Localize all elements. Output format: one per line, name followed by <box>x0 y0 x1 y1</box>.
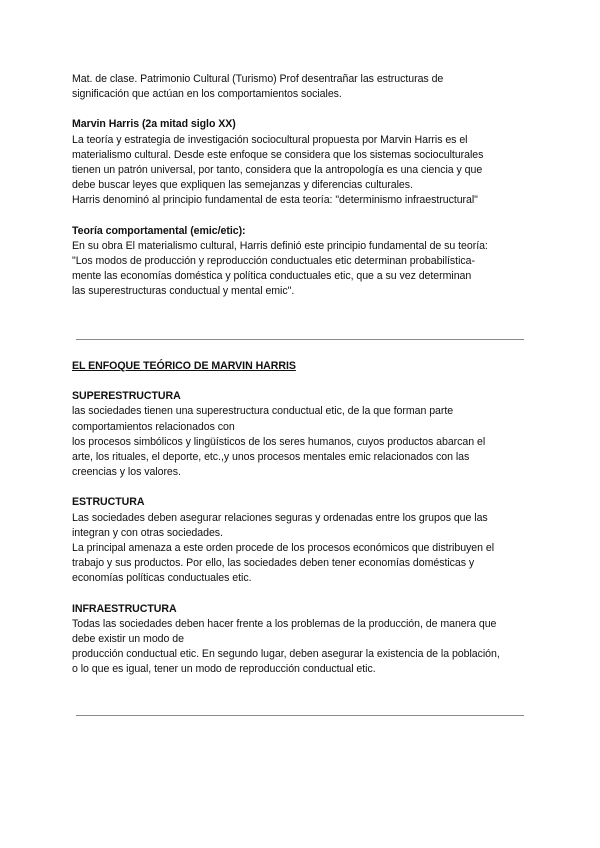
superestructura-line: creencias y los valores. <box>72 466 181 479</box>
document-page <box>72 72 532 300</box>
harris-heading: Marvin Harris (2a mitad siglo XX) <box>72 118 236 131</box>
estructura-line: integran y con otras sociedades. <box>72 526 223 539</box>
infraestructura-line: producción conductual etic. En segundo lugar, deben asegurar la existencia de la población, <box>72 648 500 661</box>
intro-line: Mat. de clase. Patrimonio Cultural (Turismo) Prof desentrañar las estructuras de <box>72 73 444 85</box>
harris-section <box>72 117 532 208</box>
superestructura-heading: SUPERESTRUCTURA <box>72 390 181 403</box>
harris-line: debe buscar leyes que expliquen las semejanzas y diferencias culturales. <box>72 179 413 192</box>
superestructura-line: los procesos simbólicos y lingüísticos de los seres humanos, cuyos productos abarcan el <box>72 435 486 448</box>
teoria-line: En su obra El materialismo cultural, Harris definió este principio fundamental de su teoría: <box>72 239 488 252</box>
teoria-heading: Teoría comportamental (emic/etic): <box>72 224 246 237</box>
infraestructura-line: debe existir un modo de <box>72 633 184 646</box>
harris-line: La teoría y estrategia de investigación sociocultural propuesta por Marvin Harris es el <box>72 133 468 146</box>
teoria-section <box>72 224 532 300</box>
estructura-line: economías políticas conductuales etic. <box>72 572 252 585</box>
section-title: EL ENFOQUE TEÓRICO DE MARVIN HARRIS <box>72 360 296 372</box>
estructura-section <box>72 495 532 586</box>
infraestructura-line: Todas las sociedades deben hacer frente a los problemas de la producción, de manera que <box>72 617 497 630</box>
horizontal-divider <box>76 715 524 716</box>
document-page-lower <box>72 359 532 678</box>
superestructura-line: las sociedades tienen una superestructura conductual etic, de la que forman parte <box>72 405 454 418</box>
teoria-line: mente las economías doméstica y política conductuales etic, que a su vez determinan <box>72 270 472 283</box>
superestructura-section <box>72 389 532 480</box>
harris-line: tienen un patrón universal, por tanto, considera que la antropología es una ciencia y que <box>72 164 483 177</box>
intro-line: significación que actúan en los comportamientos sociales. <box>72 88 342 101</box>
estructura-line: trabajo y sus productos. Por ello, las sociedades deben tener economías domésticas y <box>72 557 475 570</box>
harris-line: Harris denominó al principio fundamental de esta teoría: "determinismo infraestructural" <box>72 194 478 207</box>
infraestructura-line: o lo que es igual, tener un modo de reproducción conductual etic. <box>72 663 376 676</box>
estructura-line: La principal amenaza a este orden procede de los procesos económicos que distribuyen el <box>72 542 495 555</box>
estructura-line: Las sociedades deben asegurar relaciones seguras y ordenadas entre los grupos que las <box>72 511 488 524</box>
teoria-line: las superestructuras conductual y mental emic". <box>72 285 295 298</box>
superestructura-line: arte, los rituales, el deporte, etc.,y unos procesos mentales emic relacionados con las <box>72 451 470 464</box>
estructura-heading: ESTRUCTURA <box>72 496 145 509</box>
infraestructura-heading: INFRAESTRUCTURA <box>72 602 177 615</box>
horizontal-divider <box>76 339 524 340</box>
superestructura-line: comportamientos relacionados con <box>72 420 235 433</box>
teoria-line: "Los modos de producción y reproducción conductuales etic determinan probabilística- <box>72 255 475 268</box>
harris-line: materialismo cultural. Desde este enfoque se considera que los sistemas socioculturales <box>72 148 484 161</box>
intro-paragraph <box>72 72 532 102</box>
infraestructura-section <box>72 602 532 678</box>
